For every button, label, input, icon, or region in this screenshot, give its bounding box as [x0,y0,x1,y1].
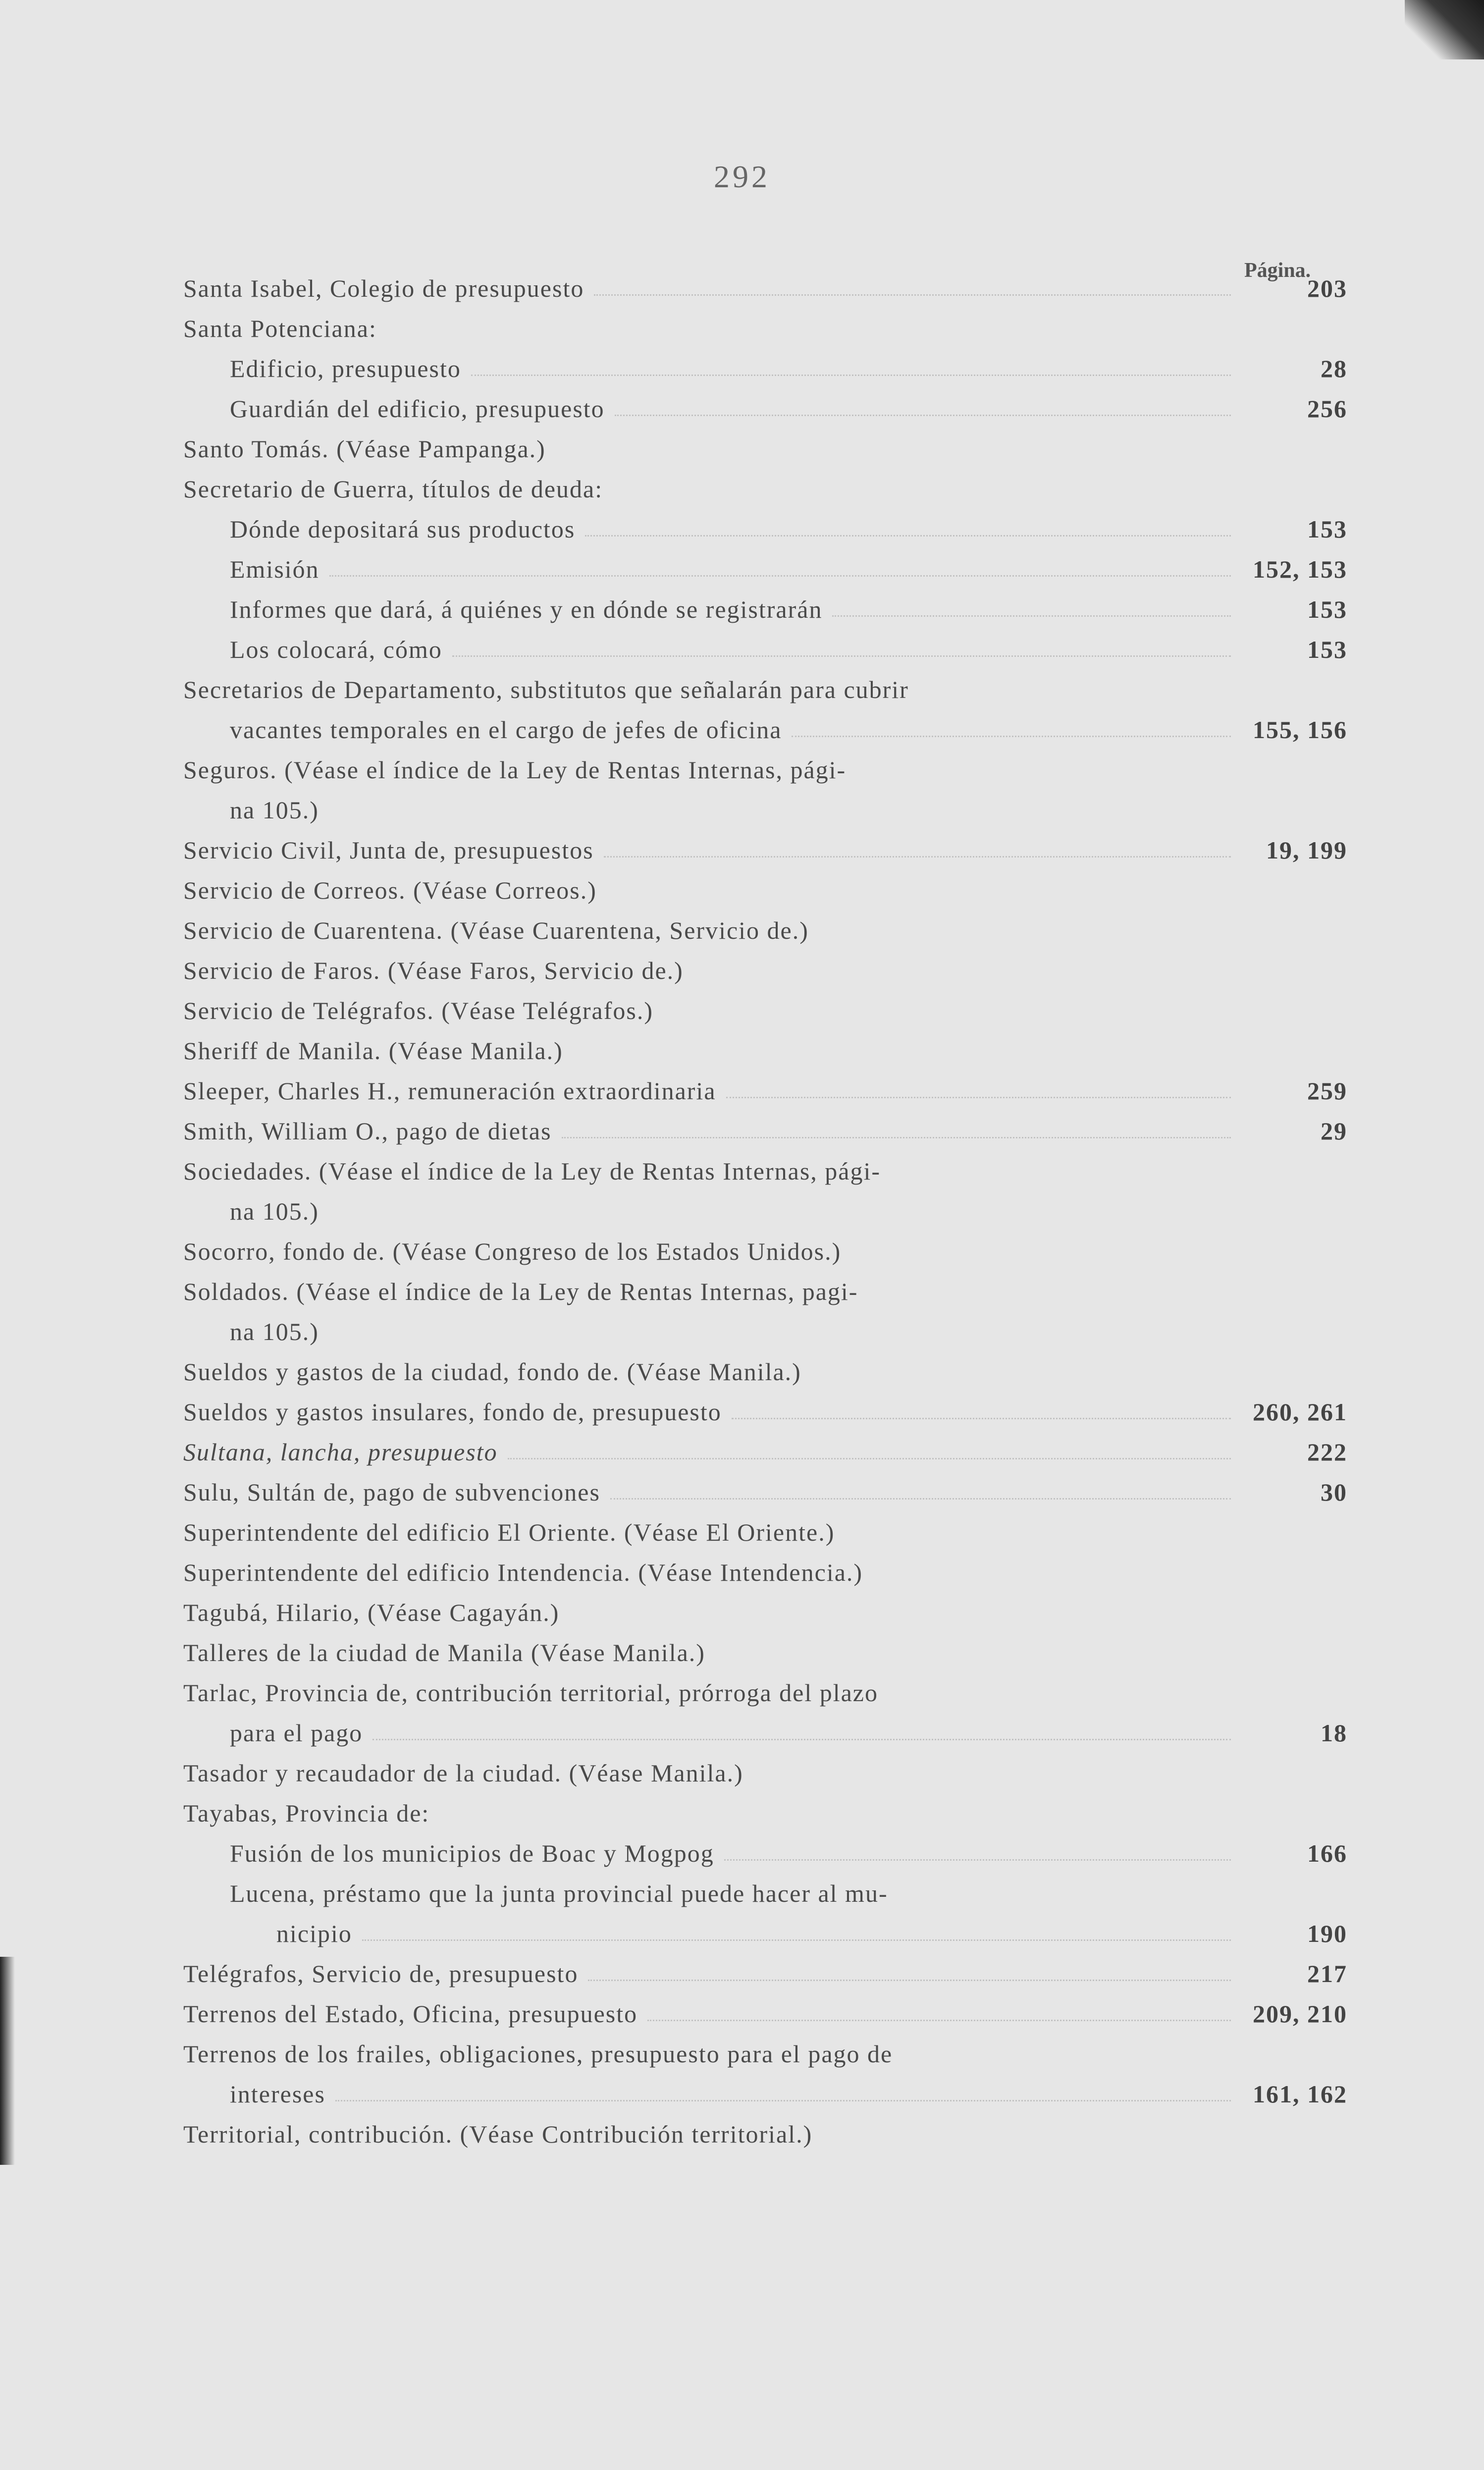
entry-pages: 217 [1307,1960,1347,1987]
entry-pages: 153 [1307,515,1347,543]
index-entry-continuation [183,784,1347,824]
entry-text: Santo Tomás. (Véase Pampanga.) [183,435,546,463]
entry-pages: 259 [1307,1077,1347,1105]
page-edge-shadow [0,1957,15,2165]
entry-pages: 29 [1321,1117,1347,1145]
index-entry-continuation [183,1185,1347,1226]
index-subentry [183,383,1347,423]
entry-pages: 166 [1307,1839,1347,1867]
entry-pages: 256 [1307,395,1347,423]
entry-text: Guardián del edificio, presupuesto [230,395,605,423]
entry-text: Secretarios de Departamento, substitutos que señalarán para cubrir [183,676,909,703]
entry-text: Sulu, Sultán de, pago de subvenciones [183,1478,600,1506]
index-entry [183,1667,1347,1707]
entry-text: intereses [230,2080,325,2108]
entry-text: Territorial, contribución. (Véase Contribución territorial.) [183,2120,813,2148]
index-entry-continuation [183,2068,1347,2108]
entry-text: Los colocará, cómo [230,636,442,663]
entry-text: na 105.) [230,796,319,824]
index-entry [183,1547,1347,1587]
entry-pages: 153 [1307,595,1347,623]
entry-text: na 105.) [230,1318,319,1345]
entry-text: Sleeper, Charles H., remuneración extraordinaria [183,1077,716,1105]
entry-text: na 105.) [230,1197,319,1225]
index-entry [183,985,1347,1025]
index-entry [183,1346,1347,1386]
entry-text: Lucena, préstamo que la junta provincial puede hacer al mu- [230,1879,888,1907]
index-entry [183,1948,1347,1988]
entry-text: Informes que dará, á quiénes y en dónde se registrarán [230,595,823,623]
index-entry [183,1145,1347,1185]
entry-text: Secretario de Guerra, títulos de deuda: [183,475,603,503]
entry-text: Telégrafos, Servicio de, presupuesto [183,1960,579,1987]
index-subentry [183,584,1347,624]
index-entry [183,1226,1347,1266]
index-entry [183,1587,1347,1627]
entry-text: vacantes temporales en el cargo de jefes de oficina [230,716,782,744]
index-entry [183,1105,1347,1145]
entry-text: Tayabas, Provincia de: [183,1799,430,1827]
entry-text: Sultana, lancha, presupuesto [183,1438,498,1466]
index-entry [183,1627,1347,1667]
entry-text: para el pago [230,1719,363,1747]
entry-text: Servicio de Faros. (Véase Faros, Servicio de.) [183,957,684,984]
index-subentry [183,343,1347,383]
entry-text: Servicio de Cuarentena. (Véase Cuarentena, Servicio de.) [183,916,809,944]
entry-text: Smith, William O., pago de dietas [183,1117,552,1145]
index-entry [183,1426,1347,1466]
entry-text: Sheriff de Manila. (Véase Manila.) [183,1037,563,1065]
entry-text: Superintendente del edificio El Oriente. (Véase El Oriente.) [183,1518,835,1546]
index-entry [183,1506,1347,1547]
entry-pages: 209, 210 [1253,2000,1347,2028]
entry-text: Soldados. (Véase el índice de la Ley de Rentas Internas, pagi- [183,1278,858,1305]
index-entry [183,945,1347,985]
index-entry [183,1025,1347,1065]
index-entry [183,1266,1347,1306]
index-entry [183,1065,1347,1105]
index-subentry [183,1827,1347,1868]
entry-pages: 161, 162 [1253,2080,1347,2108]
entry-pages: 155, 156 [1253,716,1347,744]
index-entry [183,864,1347,905]
column-header-pagina: Página. [1244,259,1311,282]
entry-text: Emisión [230,555,319,583]
index-entry [183,664,1347,704]
index-entry [183,1466,1347,1506]
index-entry [183,1787,1347,1827]
index-entry [183,744,1347,784]
entry-pages: 30 [1321,1478,1347,1506]
entry-text: Seguros. (Véase el índice de la Ley de Rentas Internas, pági- [183,756,847,784]
index-entry [183,824,1347,864]
index-subentry [183,503,1347,543]
index-subentry [183,543,1347,584]
entry-text: Socorro, fondo de. (Véase Congreso de los Estados Unidos.) [183,1237,842,1265]
index-entry-continuation [183,1707,1347,1747]
entry-pages: 190 [1307,1920,1347,1947]
entry-text: Tagubá, Hilario, (Véase Cagayán.) [183,1599,560,1626]
entry-text: Santa Isabel, Colegio de presupuesto [183,274,584,302]
entry-pages: 203 [1307,274,1347,302]
entry-text: nicipio [276,1920,352,1947]
index-entry [183,423,1347,463]
entry-text: Servicio Civil, Junta de, presupuestos [183,836,594,864]
entry-pages: 153 [1307,636,1347,663]
index-subentry [183,624,1347,664]
entry-text: Talleres de la ciudad de Manila (Véase Manila.) [183,1639,705,1666]
entry-text: Santa Potenciana: [183,315,377,342]
index-entry [183,1386,1347,1426]
index-entry-continuation [183,704,1347,744]
entry-text: Servicio de Telégrafos. (Véase Telégrafos.) [183,997,654,1024]
entry-text: Tasador y recaudador de la ciudad. (Véase Manila.) [183,1759,743,1787]
index-entry [183,2028,1347,2068]
entry-text: Terrenos del Estado, Oficina, presupuesto [183,2000,638,2028]
entry-pages: 28 [1321,355,1347,382]
entry-text: Servicio de Correos. (Véase Correos.) [183,876,597,904]
page-number: 292 [714,159,770,194]
entry-text: Tarlac, Provincia de, contribución territorial, prórroga del plazo [183,1679,878,1707]
entry-pages: 152, 153 [1253,555,1347,583]
index-entry-continuation [183,1908,1347,1948]
entry-pages: 18 [1321,1719,1347,1747]
entry-text: Sociedades. (Véase el índice de la Ley de Rentas Internas, pági- [183,1157,881,1185]
index-entry [183,2108,1347,2148]
entry-pages: 19, 199 [1266,836,1347,864]
index-entry [183,303,1347,343]
index-list [183,263,1347,2148]
index-subentry [183,1868,1347,1908]
page-corner-shadow [1405,0,1484,59]
entry-text: Fusión de los municipios de Boac y Mogpog [230,1839,714,1867]
index-entry [183,1988,1347,2028]
entry-text: Terrenos de los frailes, obligaciones, presupuesto para el pago de [183,2040,893,2068]
index-entry [183,1747,1347,1787]
entry-text: Sueldos y gastos insulares, fondo de, presupuesto [183,1398,722,1426]
index-entry [183,463,1347,503]
entry-text: Sueldos y gastos de la ciudad, fondo de. (Véase Manila.) [183,1358,801,1386]
index-entry-continuation [183,1306,1347,1346]
entry-text: Edificio, presupuesto [230,355,461,382]
entry-pages: 260, 261 [1253,1398,1347,1426]
entry-pages: 222 [1307,1438,1347,1466]
entry-text: Superintendente del edificio Intendencia. (Véase Intendencia.) [183,1558,863,1586]
index-entry [183,905,1347,945]
index-entry [183,263,1347,303]
entry-text: Dónde depositará sus productos [230,515,576,543]
